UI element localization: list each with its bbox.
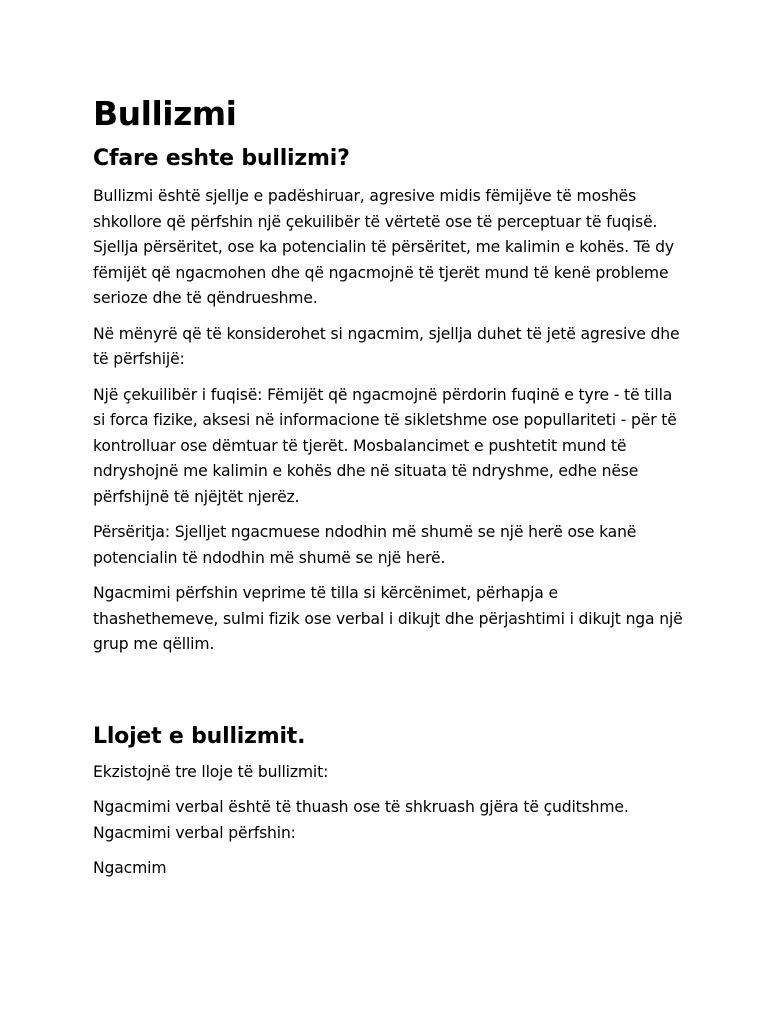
paragraph-repetition: Përsëritja: Sjelljet ngacmuese ndodhin më shumë se një herë ose kanë potencialin të ndodhin më shumë se një herë. [93,523,637,567]
section-heading-definition: Cfare eshte bullizmi? [93,146,350,171]
document-page [93,92,683,892]
paragraph-three-types: Ekzistojnë tre lloje të bullizmit: [93,762,329,781]
paragraph-power-imbalance: Një çekuilibër i fuqisë: Fëmijët që ngacmojnë përdorin fuqinë e tyre - të tilla si forca fizike, aksesi në informacione të sikletshme ose popullariteti - për të kontrolluar ose dëmtuar të tjerët. Mosbalancimet e pushtetit mund të ndryshojnë me kalimin e kohës dhe në situata të ndryshme, edhe nëse përfshijnë të njëjtët njerëz. [93,385,677,506]
paragraph-definition: Bullizmi është sjellje e padëshiruar, agresive midis fëmijëve të moshës shkollore që përfshin një çekuilibër të vërtetë ose të perceptuar të fuqisë. Sjellja përsëritet, ose ka potencialin të përsëritet, me kalimin e kohës. Të dy fëmijët që ngacmohen dhe që ngacmojnë të tjerët mund të kenë probleme serioze dhe të qëndrueshme. [93,187,675,307]
paragraph-truncated: Ngacmim [93,859,167,877]
paragraph-actions: Ngacmimi përfshin veprime të tilla si kërcënimet, përhapja e thashethemeve, sulmi fizik ose verbal i dikujt dhe përjashtimi i dikujt nga një grup me qëllim. [93,584,683,653]
section-heading-types: Llojet e bullizmit. [93,723,306,749]
paragraph-criteria-intro: Në mënyrë që të konsiderohet si ngacmim, sjellja duhet të jetë agresive dhe të përfshijë: [93,324,680,368]
paragraph-verbal-bullying: Ngacmimi verbal është të thuash ose të shkruash gjëra të çuditshme. Ngacmimi verbal përfshin: [93,798,629,842]
document-title: Bullizmi [93,94,237,133]
